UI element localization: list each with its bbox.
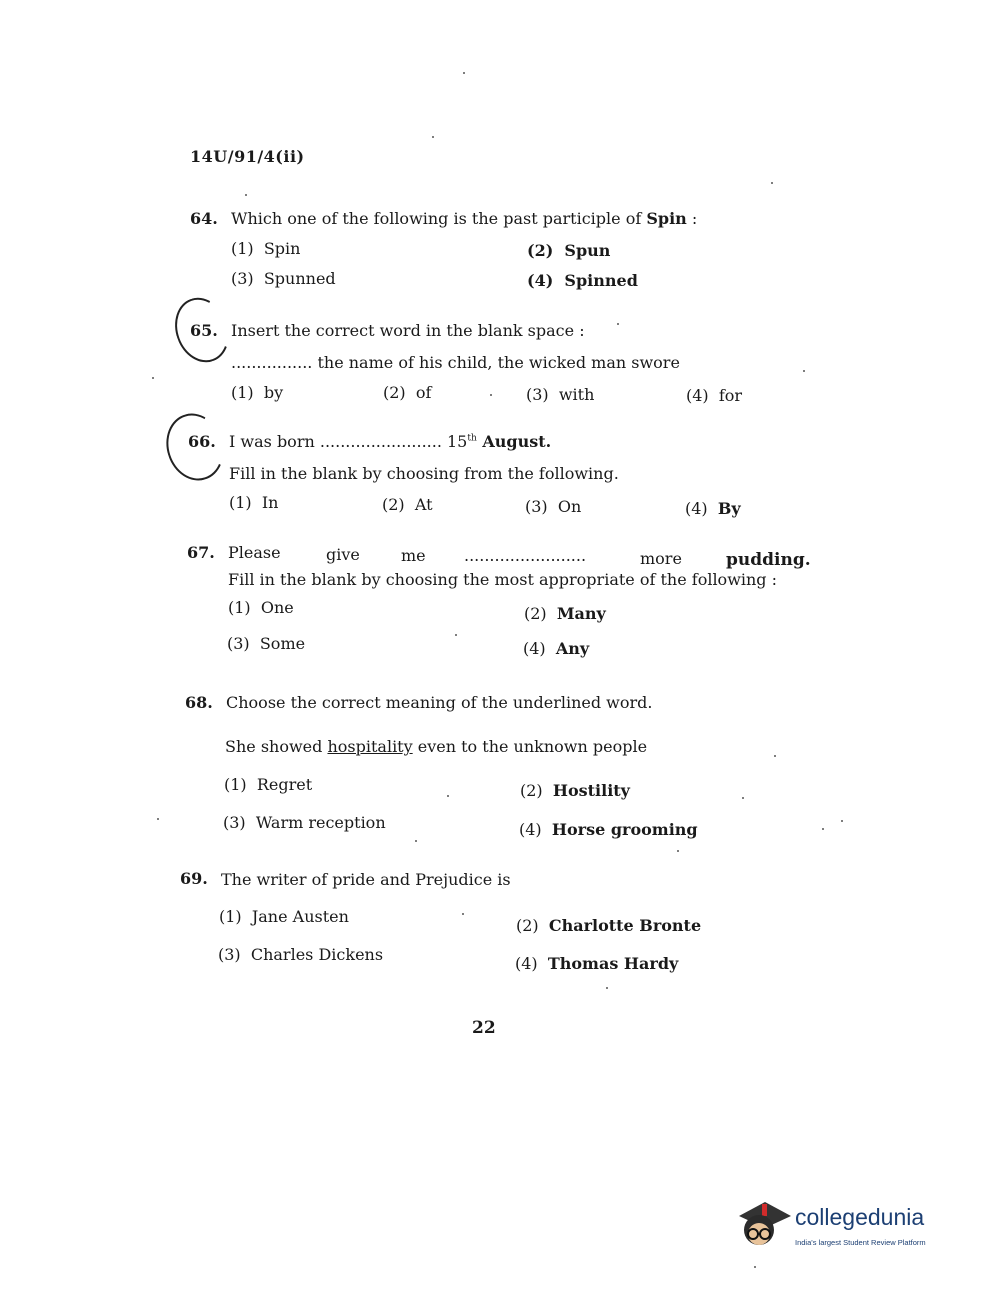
question-text xyxy=(229,432,551,451)
option-number: (2) xyxy=(516,916,539,935)
scan-speck xyxy=(841,820,843,822)
collegedunia-logo xyxy=(735,1196,965,1260)
option-label: Any xyxy=(555,639,590,658)
option-label: with xyxy=(558,385,595,404)
question-text: Choose the correct meaning of the underlined word. xyxy=(226,693,653,712)
option-label: of xyxy=(415,383,432,402)
option-label: Spunned xyxy=(263,269,336,288)
option-label: Regret xyxy=(256,775,313,794)
option xyxy=(224,775,312,794)
question-number: 66. xyxy=(188,432,216,451)
scan-speck xyxy=(455,634,457,636)
option-number: (1) xyxy=(219,907,242,926)
option-label: In xyxy=(261,493,279,512)
option-number: (2) xyxy=(520,781,543,800)
option-label: At xyxy=(414,495,433,514)
question-line: ................ the name of his child, the wicked man swore xyxy=(231,353,680,372)
scan-speck xyxy=(774,755,776,757)
option xyxy=(527,241,610,260)
option xyxy=(218,945,383,964)
option-number: (4) xyxy=(685,499,708,518)
option-number: (1) xyxy=(231,383,254,402)
option xyxy=(219,907,349,926)
option xyxy=(686,386,742,405)
option-label: Many xyxy=(556,604,606,623)
option-number: (3) xyxy=(231,269,254,288)
scan-speck xyxy=(462,913,464,915)
option-label: Hostility xyxy=(552,781,630,800)
option-number: (4) xyxy=(519,820,542,839)
option-label: Charlotte Bronte xyxy=(548,916,702,935)
scan-speck xyxy=(415,840,417,842)
scan-speck xyxy=(152,377,154,379)
option xyxy=(228,598,294,617)
question-text: The writer of pride and Prejudice is xyxy=(221,870,511,889)
question-number: 68. xyxy=(185,693,213,712)
question-word: me xyxy=(401,546,426,565)
question-text-part: I was born ........................ 15 xyxy=(229,432,468,451)
question-text-part: : xyxy=(686,209,698,228)
question-number: 69. xyxy=(180,869,208,888)
option-number: (3) xyxy=(223,813,246,832)
blank-dots: ........................ xyxy=(464,546,587,565)
scan-speck xyxy=(463,72,465,74)
logo-wordmark: collegedunia xyxy=(795,1204,925,1230)
scan-speck xyxy=(771,182,773,184)
scan-speck xyxy=(617,323,619,325)
option-label: On xyxy=(557,497,582,516)
scan-speck xyxy=(606,987,608,989)
option-number: (4) xyxy=(527,271,554,290)
option xyxy=(383,383,431,402)
question-number: 67. xyxy=(187,543,215,562)
option-number: (2) xyxy=(527,241,554,260)
option-number: (4) xyxy=(515,954,538,973)
page-number: 22 xyxy=(472,1018,496,1038)
question-text-part: August. xyxy=(476,432,552,451)
scan-speck xyxy=(742,797,744,799)
option xyxy=(231,383,283,402)
scan-speck xyxy=(157,818,159,820)
option-number: (1) xyxy=(231,239,254,258)
option-label: Spun xyxy=(564,241,611,260)
question-text: Insert the correct word in the blank space : xyxy=(231,321,585,340)
option-number: (2) xyxy=(524,604,547,623)
option-label: Jane Austen xyxy=(251,907,349,926)
option-number: (3) xyxy=(525,497,548,516)
option-label: Spinned xyxy=(564,271,638,290)
option xyxy=(231,269,336,288)
question-word: give xyxy=(326,545,360,564)
superscript: th xyxy=(467,433,477,444)
option xyxy=(519,820,698,839)
question-sentence xyxy=(225,737,647,756)
option-number: (1) xyxy=(228,598,251,617)
question-number: 64. xyxy=(190,209,218,228)
sentence-part: She showed xyxy=(225,737,328,756)
option xyxy=(527,271,638,290)
question-number: 65. xyxy=(190,321,218,340)
scan-speck xyxy=(432,136,434,138)
student-graduation-cap-icon xyxy=(735,1196,791,1252)
scan-speck xyxy=(490,394,492,396)
scan-speck xyxy=(677,850,679,852)
question-text xyxy=(231,209,697,228)
scan-speck xyxy=(803,370,805,372)
question-line: Fill in the blank by choosing the most appropriate of the following : xyxy=(228,570,778,589)
question-word: more xyxy=(640,549,682,568)
option xyxy=(523,639,589,658)
option xyxy=(524,604,606,623)
option-number: (3) xyxy=(227,634,250,653)
option xyxy=(223,813,386,832)
option-label: Spin xyxy=(263,239,301,258)
logo-tagline: India's largest Student Review Platform xyxy=(795,1238,926,1247)
option xyxy=(229,493,278,512)
question-text-part: Which one of the following is the past participle of xyxy=(231,209,647,228)
option-label: by xyxy=(263,383,284,402)
option xyxy=(526,385,594,404)
option-number: (2) xyxy=(383,383,406,402)
option xyxy=(231,239,300,258)
option-label: By xyxy=(717,499,741,518)
option xyxy=(685,499,741,518)
scan-speck xyxy=(245,194,247,196)
option-number: (1) xyxy=(229,493,252,512)
question-line: Fill in the blank by choosing from the following. xyxy=(229,464,619,483)
option-number: (3) xyxy=(218,945,241,964)
option-label: Thomas Hardy xyxy=(547,954,679,973)
option-number: (4) xyxy=(686,386,709,405)
option xyxy=(516,916,701,935)
question-word: Please xyxy=(228,543,281,562)
option-label: Some xyxy=(259,634,306,653)
scan-speck xyxy=(754,1266,756,1268)
option-label: Warm reception xyxy=(255,813,386,832)
option xyxy=(382,495,433,514)
paper-code: 14U/91/4(ii) xyxy=(190,147,305,166)
option xyxy=(515,954,678,973)
option xyxy=(525,497,581,516)
option-label: for xyxy=(718,386,743,405)
question-keyword: Spin xyxy=(646,209,687,228)
underlined-word: hospitality xyxy=(327,737,413,756)
sentence-part: even to the unknown people xyxy=(412,737,648,756)
option-number: (3) xyxy=(526,385,549,404)
scan-speck xyxy=(447,795,449,797)
option-number: (2) xyxy=(382,495,405,514)
option xyxy=(520,781,630,800)
option xyxy=(227,634,305,653)
option-number: (4) xyxy=(523,639,546,658)
option-label: Horse grooming xyxy=(551,820,698,839)
question-word: pudding. xyxy=(726,550,811,570)
option-label: Charles Dickens xyxy=(250,945,384,964)
option-number: (1) xyxy=(224,775,247,794)
scan-speck xyxy=(822,828,824,830)
option-label: One xyxy=(260,598,294,617)
